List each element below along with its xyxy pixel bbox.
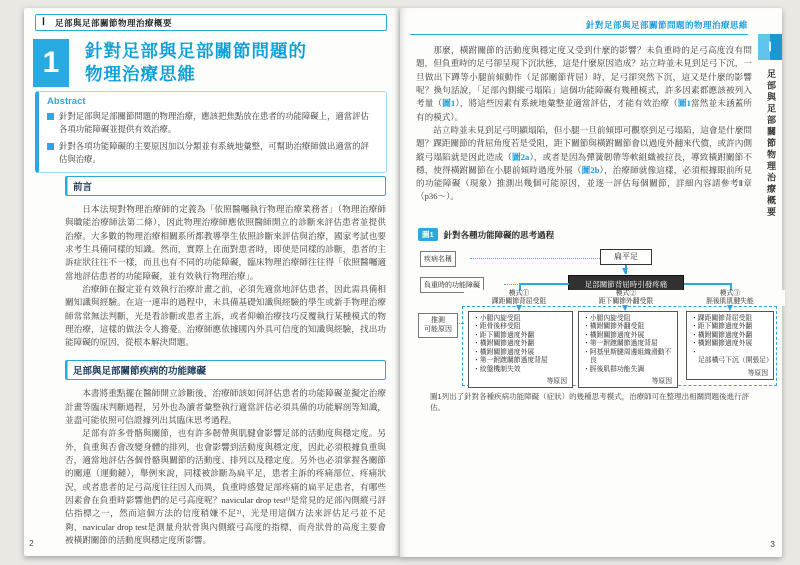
abstract-bullet (47, 140, 377, 166)
connector-line (519, 283, 569, 285)
pattern1-title-line1: 模式① (508, 290, 530, 297)
abstract-label: Abstract (47, 96, 86, 107)
chapter-title (85, 40, 307, 86)
cause-item: ・ 橫跗關節過度外翻 (691, 332, 770, 340)
cause-item: ・ 絞盤機制失效 (473, 366, 569, 374)
chapter-title-line1: 針對足部與足部關節問題的 (85, 41, 307, 61)
cause-item: ・ 橫跗關節過度外展 (691, 340, 770, 348)
paragraph: 本書將重點擺在醫師開立診斷後，治療師該如何評估患者的功能障礙並擬定治療計畫等臨床判斷過程，另外也為讀者彙整執行適當評估必須具備的功能解剖等知識，並盡可能依照可信證據列出其臨床思考過程。 (65, 388, 386, 426)
cause-item: ・ 第一跗蹠關節過度背屈 (473, 357, 569, 365)
page-number-left: 2 (29, 538, 34, 548)
figure-title: 針對各種功能障礙的思考過程 (443, 229, 555, 240)
paragraph (416, 44, 752, 124)
pattern1-title-line2: 踝距關節背屈受阻 (491, 298, 547, 306)
figure-reference: 圖1 (677, 98, 691, 109)
cause-item: ・ 脛後肌群功能失調 (583, 366, 674, 374)
paragraph: 足部有許多骨骼與關節，也有許多韌帶與肌腱會影響足部的活動度與穩定度。另外，負重與否會改變身體的排列，也會影響到活動度與穩定度，因此必須根據負重與否，適當地評估各個骨骼與關節的活動度、排列以及穩定度。另外也必須掌握各關節的關連（運動鏈），舉例來說，同樣被診斷為扁平足，患者主訴的疼痛部位、疼痛狀況，或者患者的足弓高度往往因人而異，負重時感覺足部疼痛的扁平足患者，有哪些因素會在負重時影響他們的足弓高度呢？navicular drop test¹⁾是常見的足部內側縱弓評估指標之一，然而這個方法的信度稍嫌不足²⁾，光是用這個方法來評估足弓並不足夠，navicular drop test是測量舟狀骨與內側縱弓高度的指標，而舟狀骨的高度主要會被橫跗關節的活動度與穩定度所影響。 (65, 428, 386, 545)
running-header (410, 19, 748, 35)
pattern1-title (464, 290, 574, 306)
cause-item: ・ 阿基里斯腱周邊組織滑動不良 (583, 349, 674, 366)
part-header (35, 14, 387, 31)
book-page-left (24, 8, 400, 556)
figure-heading (418, 228, 760, 241)
cause-item: ・ 橫跗關節外翻受阻 (583, 323, 674, 331)
flow-label-causes (418, 313, 458, 338)
figure-1 (414, 228, 773, 417)
chapter-heading (33, 39, 307, 87)
flow-node-pain: 足部關節背屈時引發疼痛 (568, 275, 684, 292)
paragraph: 治療師在擬定並有效執行治療計畫之前，必須先適當地評估患者，因此需具備相關知識與經驗。在這一連串的過程中，未具備基礎知識與經驗的學生或新手物理治療師常常無法判斷，光是看診斷或患者主訴，或者仰賴治療技巧反覆執行某種模式的物理治療，這樣的做法令人擔憂。治療師應依據國內外具可信度的知識與經驗，找出功能障礙的原因，從根本解決問題。 (65, 283, 386, 348)
pattern3-title-line1: 模式③ (719, 290, 741, 297)
pattern2-title-line1: 模式② (615, 290, 637, 297)
pattern3-box (686, 311, 774, 380)
book-page-right (400, 8, 782, 557)
connector-line (684, 283, 731, 285)
cause-item: ・ 足部橫弓下沉（開張足） (691, 349, 770, 366)
flow-label-disease: 疾病名稱 (420, 251, 456, 267)
paragraph (416, 124, 752, 204)
figure-reference: 圖2a (512, 151, 530, 162)
chapter-number-badge: 1 (33, 39, 69, 87)
bullet-square-icon (47, 143, 54, 150)
abstract-bullet-text: 針對各項功能障礙的主要原因加以分類並有系統地彙整，可幫助治療師做出適當的評估與治療。 (59, 141, 369, 165)
part-numeral: Ⅰ (42, 17, 45, 28)
cause-item: ・ 橫跗關節過度外翻 (473, 340, 569, 348)
paragraph-text: ），或者是因為彈簧韌帶等軟組織被拉長，導致橫跗關節不穩，使得橫跗關節在小腿前傾時過度外展（ (416, 151, 752, 175)
left-page-body (65, 176, 386, 547)
section-heading-dysfunction: 足部與足部關節疾病的功能障礙 (65, 360, 386, 380)
paragraph: 日本法規對物理治療師的定義為「依照醫囑執行物理治療業務者」（物理治療師與職能治療師法第二條），因此物理治療師應依照醫師開立的診斷來評估患者並提供治療。大多數的物理治療相關系所都教導學生依照診斷來評估與治療，國家考試也要求考生具備同樣的知識。然而，實際上在面對患者時，即使是同樣的診斷，患者的主訴症狀往往不一樣，而且也有不同的功能障礙，臨床物理治療師往往得「依照醫囑適當地評估患者的功能障礙，並有效執行物理治療」。 (65, 204, 386, 281)
paragraph-text: 當然並未涵蓋所有的模式）。 (416, 98, 752, 122)
abstract-box (35, 91, 387, 173)
figure-reference: 圖2b (581, 164, 600, 175)
cause-item: ・ 距下關節過度外翻 (473, 332, 569, 340)
cause-item: ・ 小腿內旋受阻 (583, 315, 674, 323)
bullet-square-icon (47, 113, 54, 120)
pattern2-title (571, 290, 681, 306)
pattern2-box (578, 311, 678, 388)
side-tab (758, 34, 782, 219)
arrow-down-icon (622, 268, 628, 274)
page-number-right: 3 (770, 539, 775, 549)
side-tab-numeral: Ⅰ (758, 34, 782, 60)
flowchart (414, 249, 773, 417)
running-header-title: 針對足部與足部關節問題的物理治療思維 (585, 20, 748, 30)
cause-item: ・ 第一跗蹠關節過度背屈 (583, 340, 674, 348)
flow-node-flatfoot: 扁平足 (600, 249, 652, 265)
chapter-title-line2: 物理治療思維 (85, 64, 196, 85)
cause-item: ・ 踝距關節背屈受阻 (691, 315, 770, 323)
paragraph-text: ），將這些因素有系統地彙整並適當評估，才能有效治療（ (455, 98, 678, 109)
figure-caption: 圖1列出了針對各種疾病功能障礙（症狀）的幾種思考模式，治療師可在整理出相關問題後進行評估。 (430, 392, 750, 413)
etc-label: 等原因 (651, 378, 672, 386)
part-title: 足部與足部關節物理治療概要 (54, 17, 172, 28)
section-heading-foreword: 前言 (65, 176, 386, 196)
cause-item: ・ 距下關節過度外翻 (691, 323, 770, 331)
cause-label-line2: 可能原因 (424, 326, 452, 334)
pattern3-title (675, 290, 785, 306)
cause-item: ・ 橫跗關節過度外展 (473, 349, 569, 357)
figure-reference: 圖1 (442, 98, 456, 109)
flow-label-dysfunction: 負重時的功能障礙 (420, 277, 484, 293)
pattern1-box (468, 311, 573, 388)
side-tab-label: 足部與足部關節物理治療概要 (766, 69, 776, 219)
etc-label: 等原因 (747, 369, 768, 377)
cause-item: ・ 橫跗關節過度外展 (583, 332, 674, 340)
dotted-connector (470, 258, 600, 259)
figure-label-badge: 圖1 (418, 228, 438, 241)
abstract-bullet-text: 針對足部與足部關節問題的物理治療，應該把焦點放在患者的功能障礙上，適當評估各項功能障礙並提供有效治療。 (59, 111, 369, 135)
pattern3-title-line2: 脛後肌肌腱失能 (706, 298, 754, 306)
cause-item: ・ 距骨後移受阻 (473, 323, 569, 331)
right-page-body (416, 44, 752, 204)
pattern2-title-line2: 距下關節外翻受限 (598, 298, 654, 306)
abstract-bullet (47, 110, 377, 136)
cause-label-line1: 推測 (431, 317, 445, 324)
paragraph-text: 那麼，橫跗關節的活動度與穩定度又受到什麼的影響？未負重時的足弓高度沒有問題，但負重時的足弓卻呈現下沉狀態，這是什麼原因造成？站立時並未見到足弓下沉，一旦做出下蹲等小腿前傾動作（足部關節背屈）時，足弓卻突然下沉，這又是什麼的影響呢？換句話說，「足部內側縱弓塌陷」這個功能障礙有幾種模式，許多因素都應該被列入考量（ (416, 45, 752, 109)
paragraph-text: ），治療師就像這樣，必須根據眼前所見的功能障礙（現象）推測出幾個可能原因，並逐一評估每個關節，詳細內容請參考Ⅱ章（p36～）。 (416, 164, 752, 202)
cause-item: ・ 小腿內旋受阻 (473, 315, 569, 323)
paragraph-text: 站立時並未見到足弓明顯塌陷，但小腿一旦前傾即可觀察到足弓塌陷，這會是什麼問題？踝距關節的背屈角度若是受阻，距下關節與橫跗關節會以過度外翻來代償，或許內側縱弓塌陷就是因此造成（ (416, 124, 752, 162)
etc-label: 等原因 (546, 378, 567, 386)
